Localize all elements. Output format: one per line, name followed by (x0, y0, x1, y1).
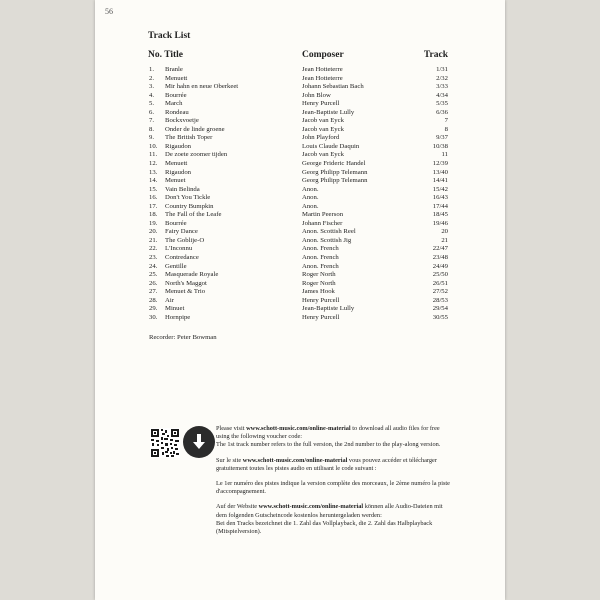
track-composer: Anon. (302, 194, 319, 202)
page-number: 56 (105, 7, 113, 16)
track-numbers: 9/37 (436, 134, 448, 142)
track-number: 18. (149, 211, 158, 219)
track-composer: James Hook (302, 288, 335, 296)
track-numbers: 25/50 (432, 271, 448, 279)
track-numbers: 13/40 (432, 168, 448, 176)
track-composer: Roger North (302, 279, 336, 287)
track-title: Gentille (165, 262, 187, 270)
track-numbers: 4/34 (436, 91, 448, 99)
track-row (95, 186, 505, 195)
track-row (95, 314, 505, 323)
track-title: Contredance (165, 254, 199, 262)
track-composer: Johann Fischer (302, 219, 343, 227)
track-title: Minuet (165, 305, 185, 313)
track-row (95, 177, 505, 186)
track-row (95, 220, 505, 229)
track-number: 16. (149, 194, 158, 202)
track-row (95, 169, 505, 178)
track-number: 28. (149, 296, 158, 304)
track-number: 25. (149, 271, 158, 279)
document-page (95, 0, 505, 600)
track-number: 20. (149, 228, 158, 236)
track-row (95, 109, 505, 118)
track-title: Bourrée (165, 91, 187, 99)
track-numbers: 14/41 (432, 177, 448, 185)
track-title: Bourrée (165, 219, 187, 227)
track-numbers: 16/43 (432, 194, 448, 202)
track-numbers: 23/48 (432, 254, 448, 262)
track-title: Menuett (165, 160, 188, 168)
qr-code-icon (150, 428, 180, 458)
track-composer: Henry Purcell (302, 296, 340, 304)
track-row (95, 297, 505, 306)
track-title: Masquerade Royale (165, 271, 219, 279)
track-number: 29. (149, 305, 158, 313)
column-header-track: Track (423, 50, 448, 60)
info-paragraph-fr: Sur le site www.schott-music.com/online-material vous pouvez accéder et télécharger gratuitement toutes les pistes audio en utilisant le code suivant : (216, 456, 437, 472)
audio-download-info (216, 425, 452, 543)
track-title: Mir hahn en neue Oberkeet (165, 83, 239, 91)
track-composer: Henry Purcell (302, 313, 340, 321)
track-numbers: 26/51 (432, 279, 448, 287)
track-title: Menuett (165, 74, 188, 82)
track-row (95, 280, 505, 289)
track-row (95, 203, 505, 212)
track-composer: Johann Sebastian Bach (302, 83, 364, 91)
track-title: Bockxvoetje (165, 117, 199, 125)
track-composer: Anon. Scottish Reel (302, 228, 356, 236)
track-number: 11. (149, 151, 158, 159)
track-composer: John Playford (302, 134, 340, 142)
track-composer: Jacob van Eyck (302, 125, 344, 133)
track-title: The Fall of the Leafe (165, 211, 222, 219)
track-numbers: 5/35 (436, 100, 448, 108)
track-number: 30. (149, 313, 158, 321)
track-composer: Jacob van Eyck (302, 151, 344, 159)
track-number: 22. (149, 245, 158, 253)
track-row (95, 126, 505, 135)
track-numbers: 18/45 (432, 211, 448, 219)
track-row (95, 66, 505, 75)
track-composer: John Blow (302, 91, 331, 99)
track-title: Country Bumpkin (165, 202, 214, 210)
track-composer: George Frideric Handel (302, 160, 366, 168)
track-list (95, 66, 505, 322)
track-composer: Anon. French (302, 254, 339, 262)
track-composer: Jean Hotteterre (302, 66, 343, 73)
track-number: 10. (149, 142, 158, 150)
track-number: 2. (149, 74, 155, 82)
track-row (95, 92, 505, 101)
track-numbers: 12/39 (432, 160, 448, 168)
track-numbers: 22/47 (432, 245, 448, 253)
track-row (95, 194, 505, 203)
track-composer: Jacob van Eyck (302, 117, 344, 125)
track-row (95, 143, 505, 152)
track-numbers: 2/32 (436, 74, 448, 82)
track-numbers: 15/42 (432, 185, 448, 193)
track-row (95, 83, 505, 92)
column-header-composer: Composer (302, 50, 344, 60)
track-number: 27. (149, 288, 158, 296)
track-numbers: 10/38 (432, 142, 448, 150)
track-numbers: 20 (441, 228, 448, 236)
track-numbers: 24/49 (432, 262, 448, 270)
track-title: Menuet (165, 177, 186, 185)
online-material-link[interactable]: www.schott-music.com/online-material (242, 456, 348, 464)
track-row (95, 160, 505, 169)
track-row (95, 134, 505, 143)
track-number: 14. (149, 177, 158, 185)
track-composer: Jean Hotteterre (302, 74, 343, 82)
track-title: Branle (165, 66, 183, 73)
track-number: 5. (149, 100, 155, 108)
track-title: The British Toper (165, 134, 213, 142)
track-numbers: 27/52 (432, 288, 448, 296)
recorder-credit: Recorder: Peter Bowman (149, 334, 217, 341)
track-title: Air (165, 296, 174, 304)
track-row (95, 151, 505, 160)
track-numbers: 6/36 (436, 108, 448, 116)
track-row (95, 263, 505, 272)
track-number: 24. (149, 262, 158, 270)
track-numbers: 7 (444, 117, 448, 125)
track-row (95, 211, 505, 220)
track-numbers: 8 (444, 125, 448, 133)
track-row (95, 288, 505, 297)
track-title: Onder de linde groene (165, 125, 225, 133)
track-number: 23. (149, 254, 158, 262)
track-title: Fairy Dance (165, 228, 198, 236)
track-title: Menuet & Trio (165, 288, 206, 296)
track-number: 15. (149, 185, 158, 193)
track-number: 1. (149, 66, 155, 73)
track-row (95, 237, 505, 246)
track-title: The Goblije-O (165, 236, 205, 244)
track-title: Rigaudon (165, 168, 192, 176)
download-arrow-icon (183, 426, 215, 458)
track-number: 12. (149, 160, 158, 168)
track-title: Vain Belinda (165, 185, 200, 193)
page-title: Track List (148, 31, 191, 41)
track-composer: Louis Claude Daquin (302, 142, 360, 150)
track-row (95, 305, 505, 314)
track-composer: Anon. French (302, 262, 339, 270)
track-row (95, 228, 505, 237)
track-numbers: 21 (441, 236, 448, 244)
track-row (95, 100, 505, 109)
track-composer: Georg Philipp Telemann (302, 168, 368, 176)
online-material-link[interactable]: www.schott-music.com/online-material (246, 425, 351, 432)
track-numbers: 30/55 (432, 313, 448, 321)
track-number: 21. (149, 236, 158, 244)
track-number: 4. (149, 91, 155, 99)
track-number: 26. (149, 279, 158, 287)
track-number: 7. (149, 117, 155, 125)
track-composer: Jean-Baptiste Lully (302, 108, 355, 116)
track-row (95, 75, 505, 84)
track-number: 9. (149, 134, 155, 142)
track-title: L'Inconnu (165, 245, 193, 253)
track-title: Rondeau (165, 108, 189, 116)
track-composer: Anon. Scottish Jig (302, 236, 352, 244)
track-title: Don't You Tickle (165, 194, 211, 202)
track-numbers: 19/46 (432, 219, 448, 227)
track-numbers: 28/53 (432, 296, 448, 304)
track-number: 6. (149, 108, 155, 116)
track-composer: Jean-Baptiste Lully (302, 305, 355, 313)
track-numbers: 1/31 (436, 66, 448, 73)
track-composer: Martin Peerson (302, 211, 344, 219)
track-row (95, 245, 505, 254)
track-composer: Georg Philipp Telemann (302, 177, 368, 185)
track-title: March (165, 100, 183, 108)
track-composer: Anon. (302, 185, 319, 193)
track-number: 13. (149, 168, 158, 176)
track-numbers: 29/54 (432, 305, 448, 313)
track-composer: Roger North (302, 271, 336, 279)
track-composer: Henry Purcell (302, 100, 340, 108)
track-composer: Anon. French (302, 245, 339, 253)
track-row (95, 271, 505, 280)
track-title: North's Maggot (165, 279, 207, 287)
column-header-no-title: No. Title (148, 50, 184, 60)
track-numbers: 3/33 (436, 83, 448, 91)
track-number: 8. (149, 125, 155, 133)
track-title: Rigaudon (165, 142, 192, 150)
track-numbers: 11 (441, 151, 448, 159)
track-title: De zoete zoomer tijden (165, 151, 228, 159)
online-material-link[interactable]: www.schott-music.com/online-material (258, 503, 364, 511)
track-row (95, 117, 505, 126)
track-title: Hornpipe (165, 313, 191, 321)
info-paragraph-fr-tracks: Le 1er numéro des pistes indique la version complète des morceaux, le 2ème numéro la piste d'accompagnement. (216, 480, 450, 496)
info-paragraph-de: Auf der Website www.schott-music.com/online-material können alle Audio-Dateien mit dem folgenden Gutscheincode kostenlos heruntergeladen werden: Bei den Tracks bezeichnet die 1. Zahl das Vollplayback, die 2. Zahl das Halbplayback (Mitspielversion). (216, 503, 443, 536)
track-numbers: 17/44 (432, 202, 448, 210)
track-number: 17. (149, 202, 158, 210)
info-paragraph-en: Please visit www.schott-music.com/online-material to download all audio files for free using the following voucher code: The 1st track number refers to the full version, the 2nd number to the play-along version. (216, 425, 441, 449)
track-number: 3. (149, 83, 155, 91)
track-row (95, 254, 505, 263)
track-number: 19. (149, 219, 158, 227)
track-composer: Anon. (302, 202, 319, 210)
